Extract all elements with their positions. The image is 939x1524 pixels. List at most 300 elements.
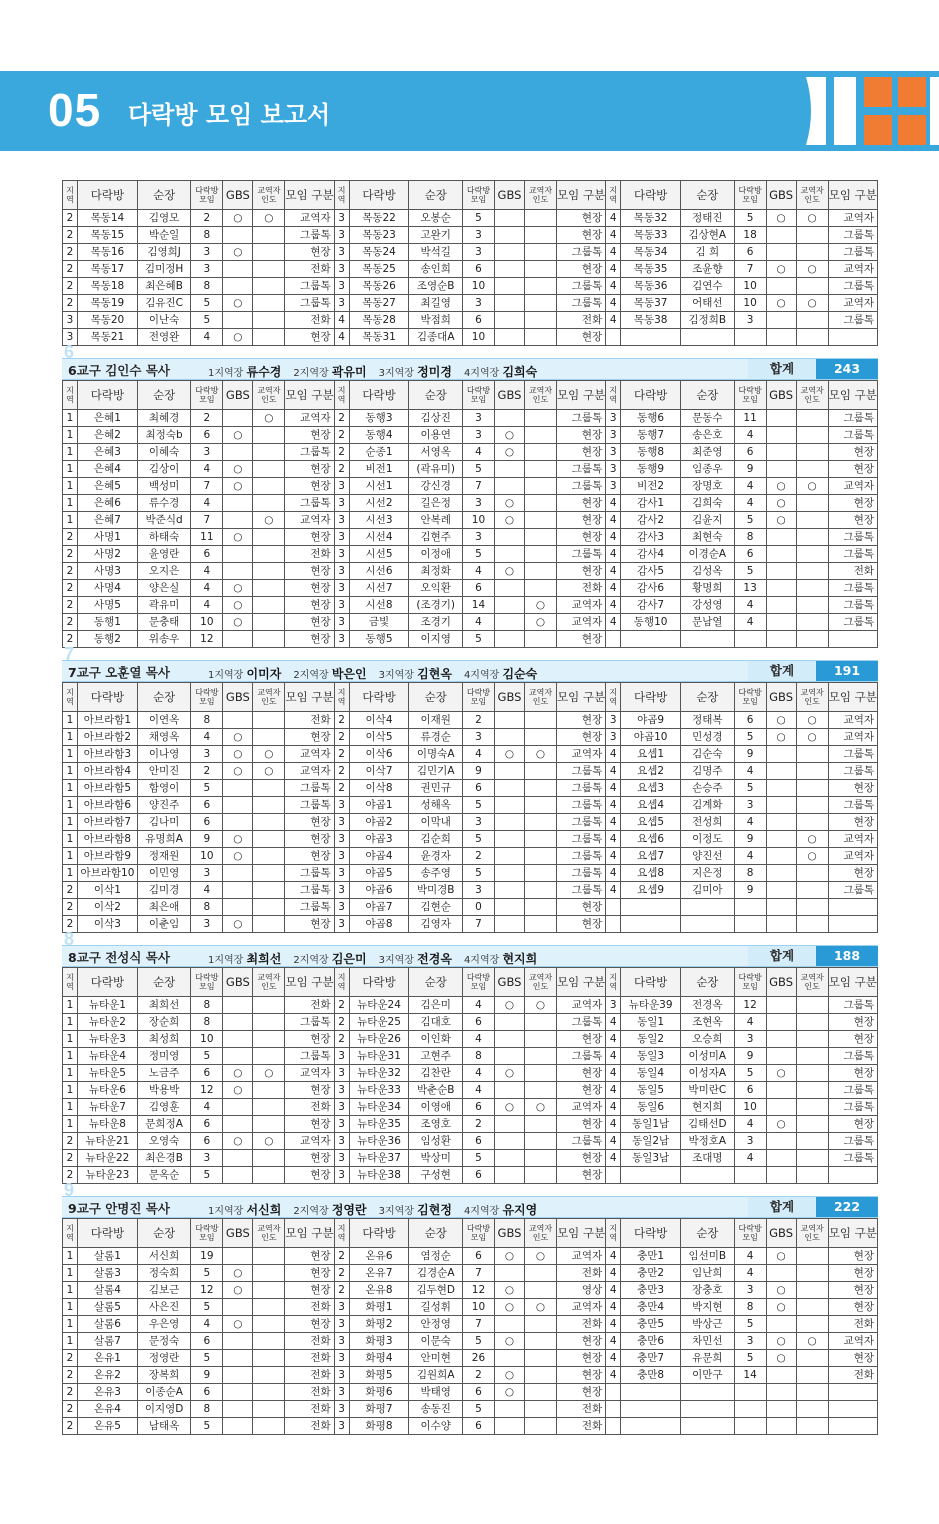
table-cell: 야곱10 (621, 729, 681, 746)
table-cell: 그룹톡 (557, 295, 606, 312)
table-cell: 5 (734, 210, 766, 227)
table-row (63, 278, 878, 295)
table-cell: 4 (606, 1282, 621, 1299)
district-leader-name: 곽유미 (331, 365, 367, 379)
table-cell: 고현주 (409, 1048, 462, 1065)
table-cell: 현장 (285, 814, 334, 831)
table-cell: 목동21 (77, 329, 137, 346)
district-leader-name: 김현정 (417, 1203, 452, 1217)
table-cell: ○ (223, 244, 253, 261)
col-region: 지 역 (606, 181, 621, 210)
table-cell: 그룹톡 (828, 1048, 877, 1065)
table-cell: 현장 (557, 261, 606, 278)
table-cell: 김원희A (409, 1367, 462, 1384)
table-cell: 6 (734, 444, 766, 461)
table-cell: 6 (462, 1384, 494, 1401)
table-cell (253, 244, 285, 261)
table-cell (495, 899, 525, 916)
table-cell (495, 278, 525, 295)
table-cell (253, 712, 285, 729)
table-cell (796, 410, 828, 427)
table-cell: 10 (191, 614, 223, 631)
table-cell: 김민기A (409, 763, 462, 780)
table-cell: 유명희A (137, 831, 190, 848)
table-cell: 26 (462, 1350, 494, 1367)
table-cell: 이나영 (137, 746, 190, 763)
table-cell: 2 (462, 712, 494, 729)
table-cell: 현장 (557, 529, 606, 546)
table-cell (766, 1014, 796, 1031)
total-label: 합계 (748, 1197, 816, 1217)
table-cell: 3 (334, 1350, 349, 1367)
district-leader-label: 1지역장 (208, 955, 244, 966)
table-cell (253, 1299, 285, 1316)
district-leader-name: 최희선 (246, 952, 282, 966)
table-row (63, 1299, 878, 1316)
table-cell (253, 997, 285, 1014)
table-cell: 6 (191, 797, 223, 814)
table-cell (253, 495, 285, 512)
col-gbs: GBS (495, 181, 525, 210)
table-cell: 3 (606, 478, 621, 495)
table-cell: 현장 (285, 1150, 334, 1167)
table-cell: 2 (334, 1031, 349, 1048)
col-leader: 순장 (409, 1219, 462, 1248)
table-cell (253, 797, 285, 814)
table-cell: 5 (191, 312, 223, 329)
district-leader-label: 4지역장 (463, 955, 500, 966)
col-region: 지 역 (334, 968, 349, 997)
table-cell: ○ (253, 512, 285, 529)
table-cell: 4 (191, 495, 223, 512)
table-cell: 현장 (828, 495, 877, 512)
table-cell: ○ (766, 1248, 796, 1265)
table-cell: 6 (734, 244, 766, 261)
col-leader: 순장 (681, 1219, 734, 1248)
table-cell: 이난숙 (137, 312, 190, 329)
table-cell: 3 (191, 746, 223, 763)
table-cell: ○ (524, 597, 556, 614)
col-meeting: 다락방 모임 (191, 683, 223, 712)
table-cell: 11 (191, 529, 223, 546)
table-cell (495, 478, 525, 495)
table-cell: 뉴타운2 (77, 1014, 137, 1031)
col-pastor-led: 교역자 인도 (524, 968, 556, 997)
table-cell: 동일2 (621, 1031, 681, 1048)
table-row (63, 1265, 878, 1282)
table-cell: 현장 (557, 444, 606, 461)
col-darakbang: 다락방 (349, 968, 409, 997)
table-cell: 4 (606, 1150, 621, 1167)
table-cell: 4 (734, 1248, 766, 1265)
table-cell: 뉴타운24 (349, 997, 409, 1014)
table-row (63, 495, 878, 512)
table-cell (253, 1350, 285, 1367)
col-type: 모임 구분 (828, 181, 877, 210)
table-cell: 6 (462, 1418, 494, 1435)
table-cell: 그룹톡 (557, 410, 606, 427)
table-cell: 그룹톡 (828, 997, 877, 1014)
table-cell (223, 1418, 253, 1435)
table-cell: ○ (495, 1282, 525, 1299)
table-cell: 2 (462, 848, 494, 865)
table-cell: 지은정 (681, 865, 734, 882)
table-cell: 7 (462, 1265, 494, 1282)
table-cell: 백성미 (137, 478, 190, 495)
table-cell: 정영란 (137, 1350, 190, 1367)
table-cell: 장충호 (681, 1282, 734, 1299)
table-cell: 금빛 (349, 614, 409, 631)
table-row (63, 1150, 878, 1167)
table-cell: 교역자 (557, 1248, 606, 1265)
table-cell: 그룹톡 (285, 780, 334, 797)
table-cell: 현장 (285, 1282, 334, 1299)
table-cell: 그룹톡 (557, 461, 606, 478)
parish-section (62, 180, 878, 346)
table-cell: 현장 (557, 1333, 606, 1350)
table-cell: 11 (734, 410, 766, 427)
table-cell: 4 (191, 563, 223, 580)
table-cell: ○ (495, 1248, 525, 1265)
table-cell: 임선미B (681, 1248, 734, 1265)
district-leaders (208, 363, 549, 380)
table-cell (495, 780, 525, 797)
table-cell: 2 (63, 631, 78, 648)
table-cell (223, 780, 253, 797)
table-cell: 5 (462, 831, 494, 848)
table-cell (253, 1316, 285, 1333)
parish-number: 8 (64, 929, 75, 949)
table-cell: 전화 (285, 546, 334, 563)
table-cell: ○ (223, 763, 253, 780)
table-cell: 문희정A (137, 1116, 190, 1133)
col-type: 모임 구분 (285, 968, 334, 997)
table-cell: 은혜1 (77, 410, 137, 427)
table-row (63, 410, 878, 427)
table-cell: 순종1 (349, 444, 409, 461)
table-cell: 교역자 (285, 746, 334, 763)
table-cell: 시선3 (349, 512, 409, 529)
table-cell: (곽유미) (409, 461, 462, 478)
col-leader: 순장 (681, 381, 734, 410)
table-cell: 그룹톡 (285, 295, 334, 312)
table-cell: 윤경자 (409, 848, 462, 865)
table-cell: 2 (334, 444, 349, 461)
table-cell: 목동18 (77, 278, 137, 295)
col-leader: 순장 (409, 381, 462, 410)
table-cell: ○ (766, 210, 796, 227)
table-cell: 양은실 (137, 580, 190, 597)
table-cell: 오영숙 (137, 1133, 190, 1150)
table-cell: 사명2 (77, 546, 137, 563)
district-leader-label: 3지역장 (378, 368, 414, 379)
col-type: 모임 구분 (557, 181, 606, 210)
table-cell: 최현숙 (681, 529, 734, 546)
table-cell: 화평5 (349, 1367, 409, 1384)
table-cell: 요셉2 (621, 763, 681, 780)
table-cell: 4 (606, 529, 621, 546)
table-cell (796, 882, 828, 899)
table-cell (495, 546, 525, 563)
table-cell: 현장 (557, 916, 606, 933)
table-cell (766, 848, 796, 865)
table-cell: 은혜6 (77, 495, 137, 512)
table-cell: 3 (334, 529, 349, 546)
table-cell: ○ (223, 529, 253, 546)
table-cell-empty (828, 1167, 877, 1184)
table-cell: 문동수 (681, 410, 734, 427)
table-cell: 3 (334, 1418, 349, 1435)
table-cell (524, 244, 556, 261)
table-cell: ○ (766, 295, 796, 312)
col-meeting: 다락방 모임 (734, 968, 766, 997)
table-cell: 현장 (285, 1116, 334, 1133)
table-cell: 그룹톡 (285, 882, 334, 899)
table-cell: ○ (223, 831, 253, 848)
table-cell (796, 797, 828, 814)
table-cell-empty (734, 1384, 766, 1401)
table-row (63, 1082, 878, 1099)
table-cell: 감사6 (621, 580, 681, 597)
table-cell (495, 763, 525, 780)
table-row (63, 614, 878, 631)
table-cell (796, 244, 828, 261)
table-cell: 화평6 (349, 1384, 409, 1401)
table-cell: 현장 (557, 1150, 606, 1167)
table-cell: 뉴타운22 (77, 1150, 137, 1167)
table-cell: 그룹톡 (828, 882, 877, 899)
table-cell: 1 (63, 461, 78, 478)
table-cell: 야곱8 (349, 916, 409, 933)
table-cell: 4 (334, 329, 349, 346)
table-cell (253, 312, 285, 329)
table-cell: 3 (734, 312, 766, 329)
table-cell: 4 (606, 1048, 621, 1065)
table-cell: 김나미 (137, 814, 190, 831)
table-cell: 3 (334, 478, 349, 495)
table-cell: 6 (734, 712, 766, 729)
table-cell: 이성미A (681, 1048, 734, 1065)
table-cell: 4 (462, 997, 494, 1014)
table-cell: 3 (334, 580, 349, 597)
table-cell (766, 1082, 796, 1099)
table-cell: 이정도 (681, 831, 734, 848)
table-cell (253, 295, 285, 312)
table-cell: 6 (462, 261, 494, 278)
table-cell: 현장 (285, 916, 334, 933)
table-cell: 목동25 (349, 261, 409, 278)
table-row (63, 1367, 878, 1384)
table-cell: 2 (63, 1167, 78, 1184)
table-cell: 2 (63, 614, 78, 631)
table-cell: 2 (334, 746, 349, 763)
table-row (63, 529, 878, 546)
table-cell: 야곱6 (349, 882, 409, 899)
table-cell: ○ (524, 614, 556, 631)
table-cell: 2 (63, 261, 78, 278)
table-cell: 안미진 (137, 763, 190, 780)
table-cell: 요셉9 (621, 882, 681, 899)
col-gbs: GBS (495, 683, 525, 712)
meeting-table (62, 380, 878, 648)
table-cell (223, 512, 253, 529)
table-cell: 김현주 (409, 529, 462, 546)
table-cell: 살롬6 (77, 1316, 137, 1333)
table-cell (253, 1167, 285, 1184)
table-cell (253, 865, 285, 882)
table-cell: 박석길 (409, 244, 462, 261)
table-cell-empty (681, 329, 734, 346)
table-cell (223, 712, 253, 729)
table-row (63, 797, 878, 814)
table-cell (524, 899, 556, 916)
table-cell: 뉴타운21 (77, 1133, 137, 1150)
table-cell-empty (766, 916, 796, 933)
table-cell (766, 444, 796, 461)
table-header-row (63, 381, 878, 410)
table-cell: 10 (462, 329, 494, 346)
table-cell: 4 (606, 1265, 621, 1282)
col-pastor-led: 교역자 인도 (796, 968, 828, 997)
table-cell: 3 (191, 244, 223, 261)
table-cell: 목동33 (621, 227, 681, 244)
table-cell (524, 631, 556, 648)
table-cell: 3 (734, 1031, 766, 1048)
table-cell: 현장 (557, 210, 606, 227)
table-cell (524, 495, 556, 512)
table-cell: 그룹톡 (285, 495, 334, 512)
table-cell: 현장 (557, 563, 606, 580)
table-cell (223, 631, 253, 648)
table-cell: 2 (63, 295, 78, 312)
table-cell: 동행10 (621, 614, 681, 631)
table-cell: 사명4 (77, 580, 137, 597)
table-cell: 2 (462, 1367, 494, 1384)
table-cell: 온유1 (77, 1350, 137, 1367)
table-cell: 문남열 (681, 614, 734, 631)
table-cell (524, 563, 556, 580)
table-cell: 1 (63, 746, 78, 763)
table-cell: 장명호 (681, 478, 734, 495)
col-type: 모임 구분 (828, 968, 877, 997)
table-row (63, 580, 878, 597)
table-cell (796, 1116, 828, 1133)
table-cell (524, 546, 556, 563)
table-cell: 전화 (285, 1384, 334, 1401)
table-cell: 1 (63, 478, 78, 495)
table-cell: 충만1 (621, 1248, 681, 1265)
table-cell: 안미현 (409, 1350, 462, 1367)
table-cell: 2 (191, 410, 223, 427)
table-cell: 김미경 (137, 882, 190, 899)
table-cell-empty (681, 1384, 734, 1401)
table-cell: 감사7 (621, 597, 681, 614)
table-cell (223, 261, 253, 278)
col-leader: 순장 (137, 683, 190, 712)
table-cell: 전화 (828, 563, 877, 580)
table-cell: 김은미 (409, 997, 462, 1014)
table-cell (223, 997, 253, 1014)
table-cell (796, 563, 828, 580)
table-cell: 이삭2 (77, 899, 137, 916)
table-cell (495, 848, 525, 865)
table-cell: 김영자 (409, 916, 462, 933)
table-cell (796, 1031, 828, 1048)
table-cell-empty (621, 631, 681, 648)
table-cell: 2 (63, 529, 78, 546)
table-cell (766, 997, 796, 1014)
col-region: 지 역 (334, 181, 349, 210)
table-cell: 3 (334, 1401, 349, 1418)
table-cell: 10 (462, 512, 494, 529)
col-darakbang: 다락방 (349, 381, 409, 410)
table-cell: 현장 (285, 563, 334, 580)
table-cell: 5 (462, 1401, 494, 1418)
col-leader: 순장 (137, 1219, 190, 1248)
table-row (63, 244, 878, 261)
table-cell: 4 (734, 848, 766, 865)
table-cell: 이혜숙 (137, 444, 190, 461)
table-cell: ○ (253, 210, 285, 227)
table-cell: 이연옥 (137, 712, 190, 729)
table-cell-empty (734, 1418, 766, 1435)
table-cell: 5 (191, 1167, 223, 1184)
table-cell (524, 478, 556, 495)
table-cell: 동일1 (621, 1014, 681, 1031)
table-cell (766, 461, 796, 478)
table-cell: 현장 (285, 1316, 334, 1333)
col-gbs: GBS (223, 683, 253, 712)
total-label: 합계 (748, 359, 816, 379)
table-cell: 이지영D (137, 1401, 190, 1418)
table-cell: 구성현 (409, 1167, 462, 1184)
table-cell: 사은진 (137, 1299, 190, 1316)
col-meeting: 다락방 모임 (734, 683, 766, 712)
table-cell-empty (734, 1401, 766, 1418)
table-cell-empty (828, 329, 877, 346)
table-cell: 화평4 (349, 1350, 409, 1367)
table-cell: ○ (524, 997, 556, 1014)
col-leader: 순장 (681, 181, 734, 210)
table-cell: 위송우 (137, 631, 190, 648)
table-cell: 4 (191, 729, 223, 746)
table-cell: 4 (734, 1116, 766, 1133)
table-cell (495, 295, 525, 312)
table-cell: 손승주 (681, 780, 734, 797)
table-cell: 길은정 (409, 495, 462, 512)
table-cell: ○ (253, 746, 285, 763)
table-cell: 동일1남 (621, 1116, 681, 1133)
table-cell (524, 1418, 556, 1435)
table-cell: 4 (606, 1316, 621, 1333)
table-cell: 뉴타운38 (349, 1167, 409, 1184)
table-cell: 4 (606, 597, 621, 614)
table-cell: 5 (462, 1333, 494, 1350)
table-cell: 박지현 (681, 1299, 734, 1316)
table-cell: 4 (606, 1031, 621, 1048)
table-cell: 5 (462, 631, 494, 648)
parish-pastor: 6교구 김인수 목사 (68, 363, 170, 378)
table-cell (796, 746, 828, 763)
table-cell: 4 (606, 1099, 621, 1116)
parish-section (62, 644, 878, 933)
table-cell (796, 1150, 828, 1167)
table-cell: 전화 (285, 1418, 334, 1435)
table-cell: 동행6 (621, 410, 681, 427)
table-cell: 목동32 (621, 210, 681, 227)
table-cell: ○ (495, 563, 525, 580)
table-cell (495, 461, 525, 478)
